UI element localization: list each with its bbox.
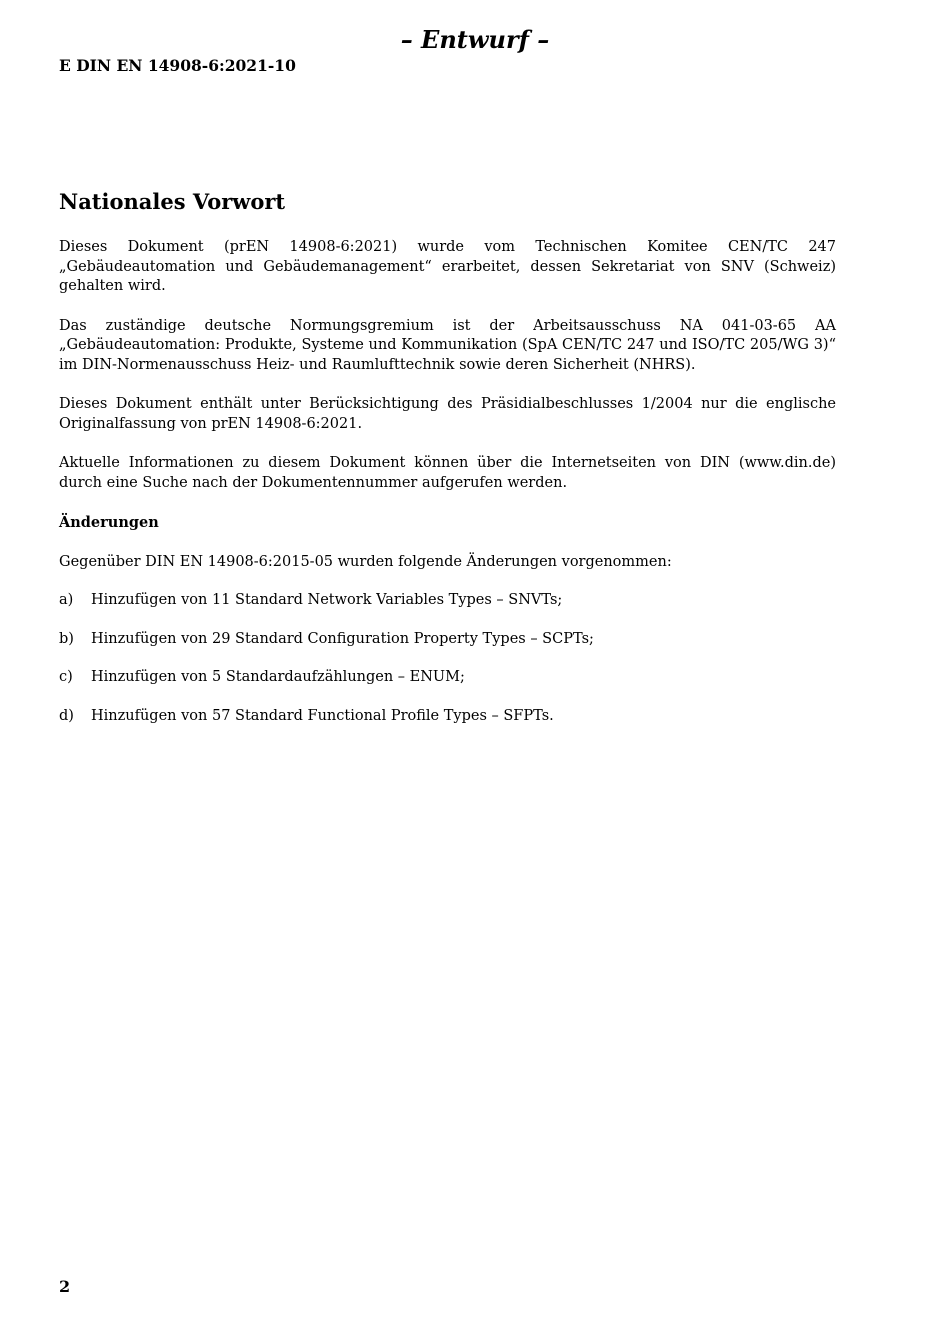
- list-item-text: Hinzufügen von 29 Standard Configuration Property Types – SCPTs;: [91, 630, 594, 647]
- list-item-text: Hinzufügen von 11 Standard Network Variables Types – SNVTs;: [91, 592, 563, 608]
- foreword-paragraph: Dieses Dokument (prEN 14908-6:2021) wurde vom Technischen Komitee CEN/TC 247 „Gebäudeautomation und Gebäudemanagement“ erarbeitet, dessen Sekretariat von SNV (Schweiz) gehalten wird.: [59, 239, 836, 294]
- section-title: Nationales Vorwort: [59, 189, 286, 214]
- changes-intro: Gegenüber DIN EN 14908-6:2015-05 wurden folgende Änderungen vorgenommen:: [59, 553, 672, 570]
- foreword-paragraph: Aktuelle Informationen zu diesem Dokument können über die Internetseiten von DIN (www.din.de) durch eine Suche nach der Dokumentennummer aufgerufen werden.: [59, 455, 836, 491]
- list-item: [59, 668, 836, 688]
- foreword-paragraph: Dieses Dokument enthält unter Berücksichtigung des Präsidialbeschlusses 1/2004 nur die englische Originalfassung von prEN 14908-6:2021.: [59, 396, 836, 432]
- list-item: [59, 630, 836, 650]
- list-marker: a): [59, 592, 74, 608]
- document-id: E DIN EN 14908-6:2021-10: [59, 56, 296, 75]
- list-item: [59, 591, 836, 611]
- list-item: [59, 707, 836, 727]
- page-content: [59, 186, 836, 726]
- draft-banner: – Entwurf –: [400, 25, 550, 54]
- page-number: 2: [59, 1277, 71, 1296]
- changes-list: [59, 591, 836, 726]
- list-marker: b): [59, 630, 74, 647]
- foreword-paragraph: Das zuständige deutsche Normungsgremium ist der Arbeitsausschuss NA 041-03-65 AA „Gebäudeautomation: Produkte, Systeme und Kommunikation (SpA CEN/TC 247 und ISO/TC 205/WG 3)“ im DIN-Normenausschuss Heiz- und Raumlufttechnik sowie deren Sicherheit (NHRS).: [59, 317, 836, 373]
- list-item-text: Hinzufügen von 5 Standardaufzählungen – ENUM;: [91, 669, 465, 685]
- changes-heading: Änderungen: [59, 514, 159, 531]
- list-marker: c): [59, 669, 73, 685]
- list-item-text: Hinzufügen von 57 Standard Functional Profile Types – SFPTs.: [91, 707, 554, 724]
- list-marker: d): [59, 707, 74, 724]
